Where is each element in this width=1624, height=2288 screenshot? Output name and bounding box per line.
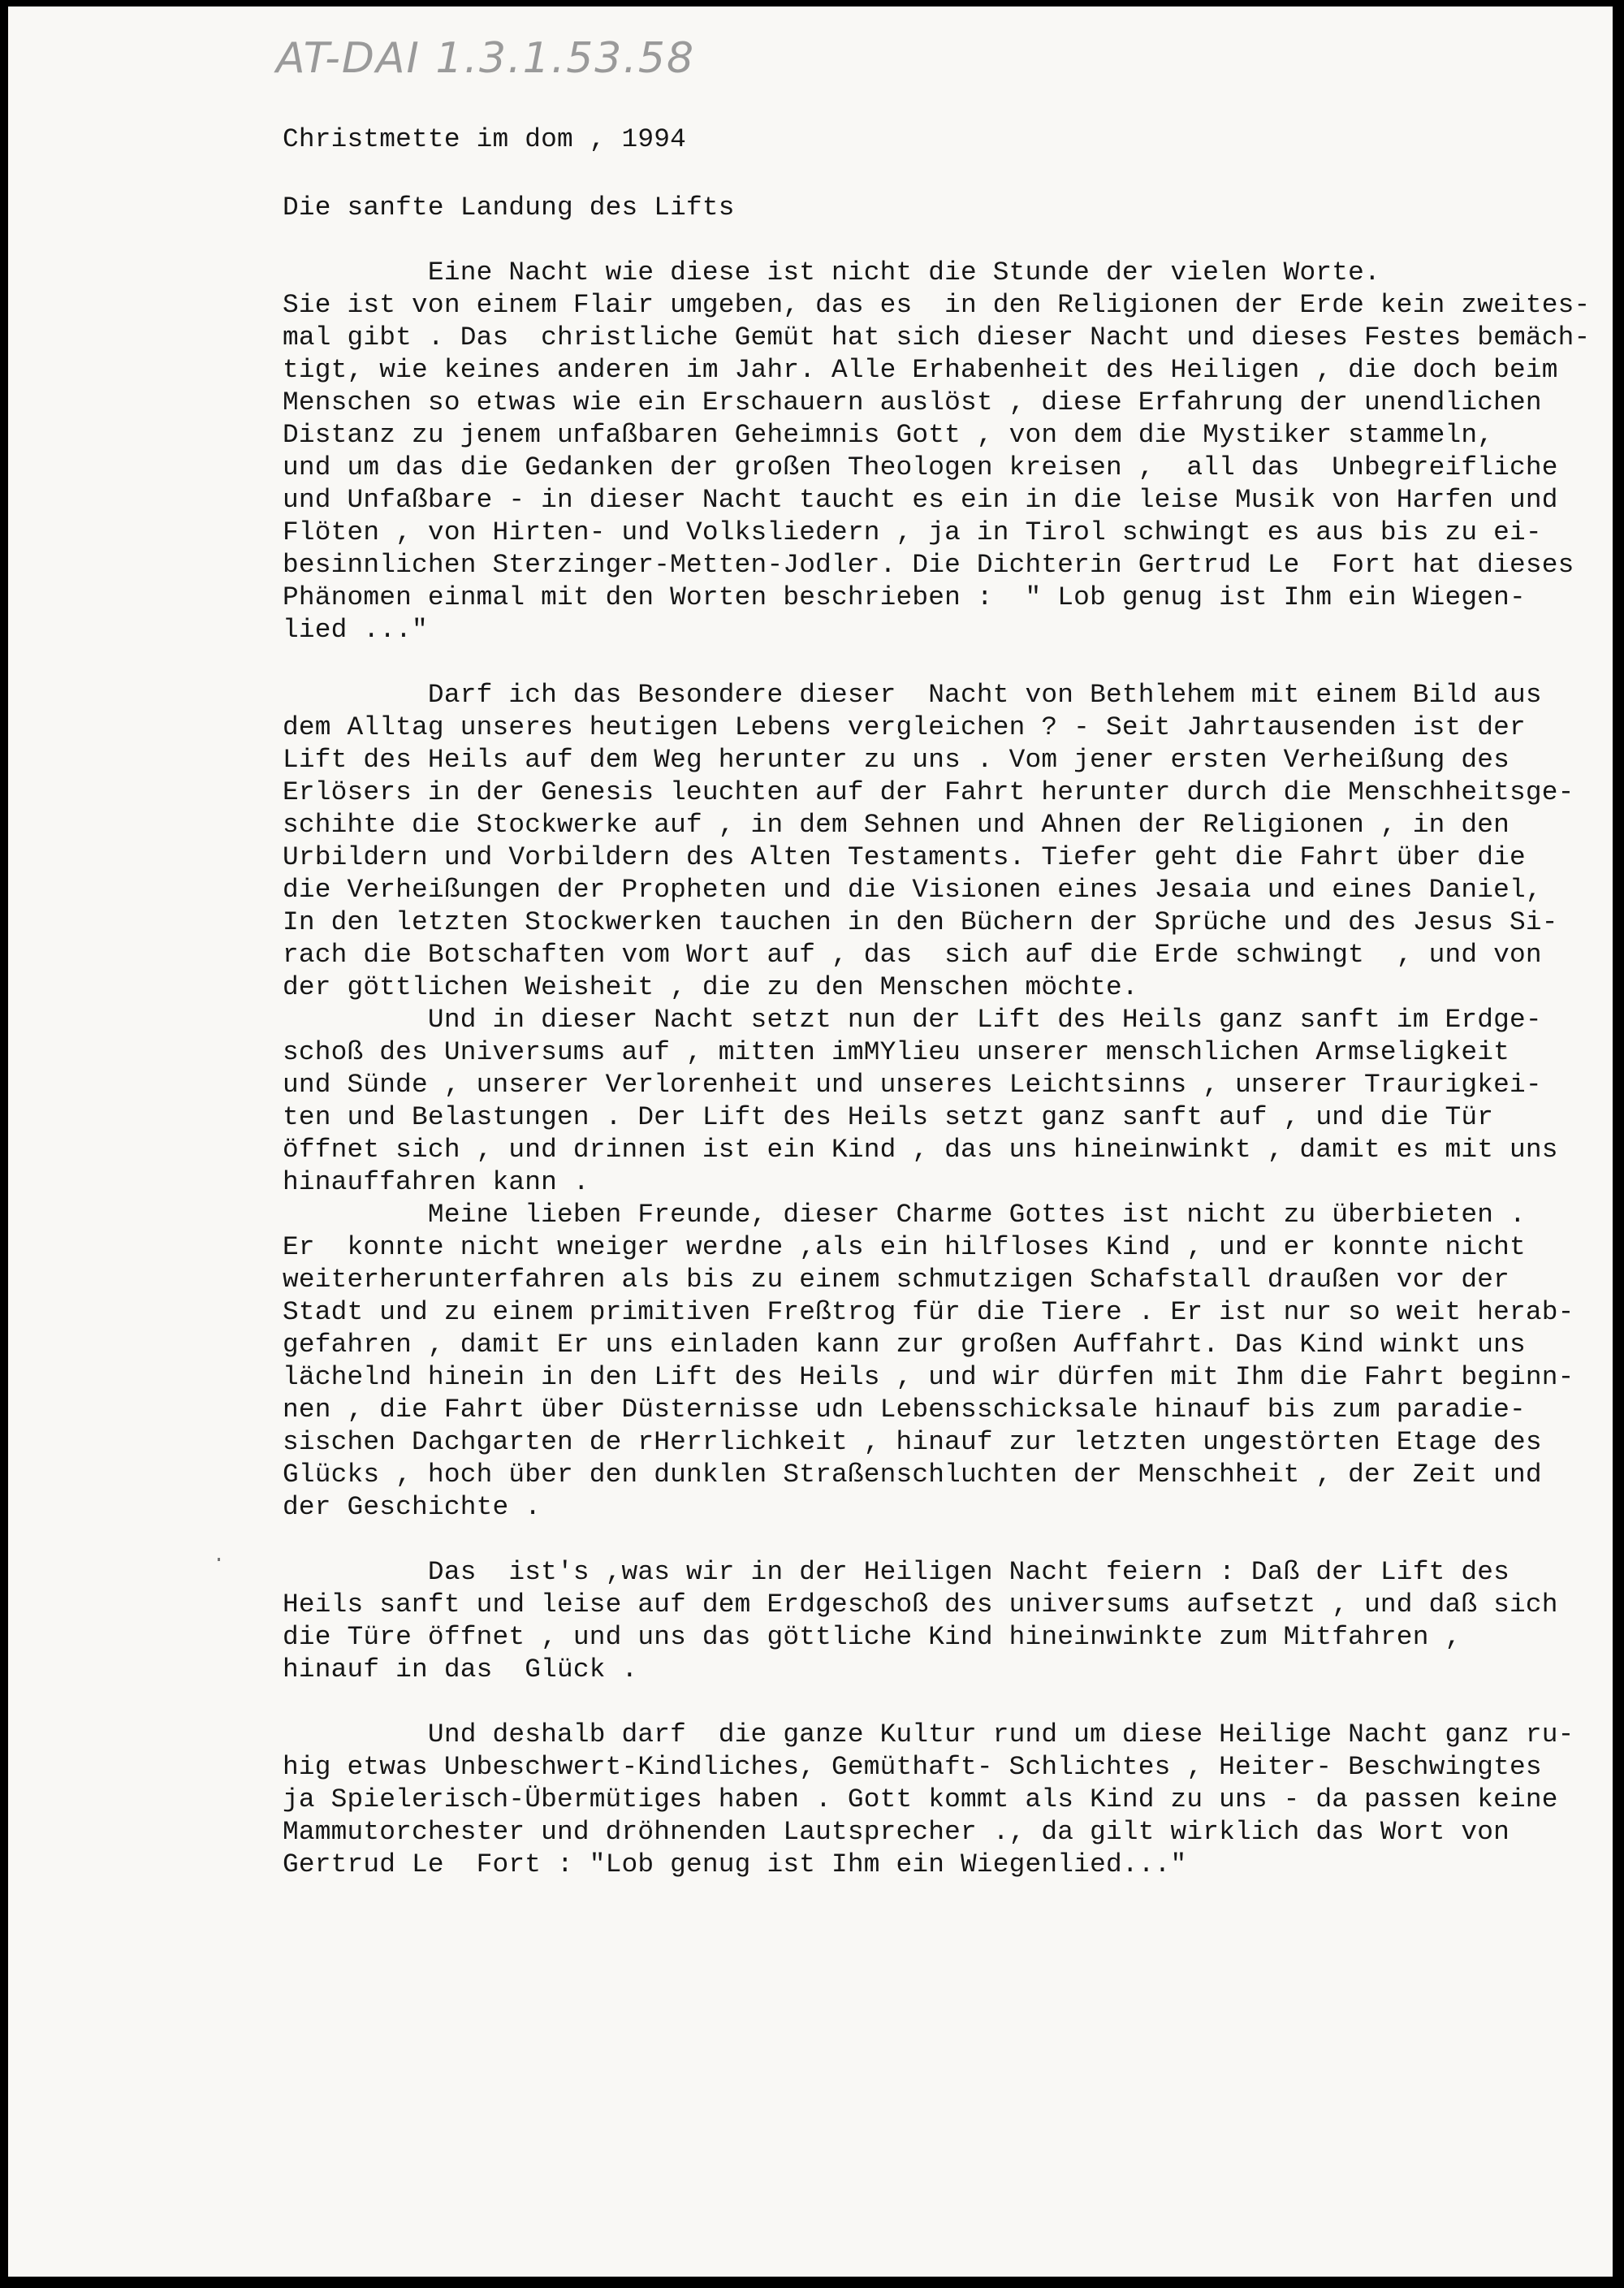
- body-line: schihte die Stockwerke auf , in dem Sehnen und Ahnen der Religionen , in den: [283, 810, 1510, 840]
- body-line: Mammutorchester und dröhnenden Lautsprecher ., da gilt wirklich das Wort von: [283, 1817, 1510, 1847]
- body-line: tigt, wie keines anderen im Jahr. Alle Erhabenheit des Heiligen , die doch beim: [283, 355, 1558, 385]
- body-line: Das ist's ,was wir in der Heiligen Nacht feiern : Daß der Lift des: [283, 1557, 1510, 1587]
- body-line: Distanz zu jenem unfaßbaren Geheimnis Gott , von dem die Mystiker stammeln,: [283, 420, 1494, 450]
- body-line: Flöten , von Hirten- und Volksliedern , ja in Tirol schwingt es aus bis zu ei-: [283, 517, 1542, 547]
- body-line: rach die Botschaften vom Wort auf , das sich auf die Erde schwingt , und von: [283, 940, 1542, 970]
- body-line: Phänomen einmal mit den Worten beschrieben : " Lob genug ist Ihm ein Wiegen-: [283, 582, 1526, 612]
- body-line: ten und Belastungen . Der Lift des Heils setzt ganz sanft auf , und die Tür: [283, 1102, 1494, 1132]
- document-title: Christmette im dom , 1994: [283, 124, 687, 154]
- body-line: öffnet sich , und drinnen ist ein Kind , das uns hineinwinkt , damit es mit uns: [283, 1135, 1558, 1165]
- body-line: Erlösers in der Genesis leuchten auf der Fahrt herunter durch die Menschheitsge-: [283, 777, 1574, 807]
- stray-mark: [218, 1558, 220, 1561]
- body-line: hinauf in das Glück .: [283, 1654, 638, 1685]
- body-line: Darf ich das Besondere dieser Nacht von Bethlehem mit einem Bild aus: [283, 680, 1542, 710]
- body-line: Und in dieser Nacht setzt nun der Lift des Heils ganz sanft im Erdge-: [283, 1005, 1542, 1035]
- body-line: und Unfaßbare - in dieser Nacht taucht es ein in die leise Musik von Harfen und: [283, 485, 1558, 515]
- body-line: Glücks , hoch über den dunklen Straßenschluchten der Menschheit , der Zeit und: [283, 1460, 1542, 1490]
- body-line: Meine lieben Freunde, dieser Charme Gottes ist nicht zu überbieten .: [283, 1200, 1526, 1230]
- body-line: der Geschichte .: [283, 1492, 542, 1522]
- body-line: Und deshalb darf die ganze Kultur rund um diese Heilige Nacht ganz ru-: [283, 1719, 1574, 1750]
- body-line: und Sünde , unserer Verlorenheit und unseres Leichtsinns , unserer Traurigkei-: [283, 1070, 1542, 1100]
- body-line: Heils sanft und leise auf dem Erdgeschoß des universums aufsetzt , und daß sich: [283, 1589, 1558, 1620]
- document-subtitle: Die sanfte Landung des Lifts: [283, 192, 735, 223]
- body-line: ja Spielerisch-Übermütiges haben . Gott kommt als Kind zu uns - da passen keine: [283, 1784, 1558, 1814]
- body-line: Sie ist von einem Flair umgeben, das es in den Religionen der Erde kein zweites-: [283, 290, 1591, 320]
- body-line: schoß des Universums auf , mitten imMYlieu unserer menschlichen Armseligkeit: [283, 1037, 1510, 1067]
- body-line: mal gibt . Das christliche Gemüt hat sich dieser Nacht und dieses Festes bemäch-: [283, 322, 1591, 352]
- body-line: Eine Nacht wie diese ist nicht die Stunde der vielen Worte.: [283, 257, 1380, 288]
- body-line: Gertrud Le Fort : "Lob genug ist Ihm ein Wiegenlied...": [283, 1849, 1187, 1879]
- body-line: Lift des Heils auf dem Weg herunter zu uns . Vom jener ersten Verheißung des: [283, 745, 1510, 775]
- body-line: lied ...": [283, 615, 428, 645]
- body-line: Urbildern und Vorbildern des Alten Testaments. Tiefer geht die Fahrt über die: [283, 842, 1526, 872]
- body-line: Er konnte nicht wneiger werdne ,als ein hilfloses Kind , und er konnte nicht: [283, 1232, 1526, 1262]
- body-line: und um das die Gedanken der großen Theologen kreisen , all das Unbegreifliche: [283, 452, 1558, 482]
- body-line: nen , die Fahrt über Düsternisse udn Lebensschicksale hinauf bis zum paradie-: [283, 1395, 1526, 1425]
- body-line: die Verheißungen der Propheten und die Visionen eines Jesaia und eines Daniel,: [283, 875, 1542, 905]
- document-page: [8, 6, 1613, 2277]
- archive-id-handwritten: AT-DAI 1.3.1.53.58: [276, 34, 696, 83]
- body-line: Menschen so etwas wie ein Erschauern auslöst , diese Erfahrung der unendlichen: [283, 387, 1542, 417]
- body-line: Stadt und zu einem primitiven Freßtrog für die Tiere . Er ist nur so weit herab-: [283, 1297, 1574, 1327]
- body-line: dem Alltag unseres heutigen Lebens vergleichen ? - Seit Jahrtausenden ist der: [283, 712, 1526, 742]
- body-line: hinauffahren kann .: [283, 1167, 590, 1197]
- body-line: sischen Dachgarten de rHerrlichkeit , hinauf zur letzten ungestörten Etage des: [283, 1427, 1542, 1457]
- body-line: besinnlichen Sterzinger-Metten-Jodler. Die Dichterin Gertrud Le Fort hat dieses: [283, 550, 1574, 580]
- body-line: hig etwas Unbeschwert-Kindliches, Gemüthaft- Schlichtes , Heiter- Beschwingtes: [283, 1752, 1542, 1782]
- body-line: die Türe öffnet , und uns das göttliche Kind hineinwinkte zum Mitfahren ,: [283, 1622, 1462, 1652]
- body-line: gefahren , damit Er uns einladen kann zur großen Auffahrt. Das Kind winkt uns: [283, 1330, 1526, 1360]
- body-line: lächelnd hinein in den Lift des Heils , und wir dürfen mit Ihm die Fahrt beginn-: [283, 1362, 1574, 1392]
- body-line: der göttlichen Weisheit , die zu den Menschen möchte.: [283, 972, 1138, 1002]
- body-line: In den letzten Stockwerken tauchen in den Büchern der Sprüche und des Jesus Si-: [283, 907, 1558, 937]
- body-line: weiterherunterfahren als bis zu einem schmutzigen Schafstall draußen vor der: [283, 1265, 1510, 1295]
